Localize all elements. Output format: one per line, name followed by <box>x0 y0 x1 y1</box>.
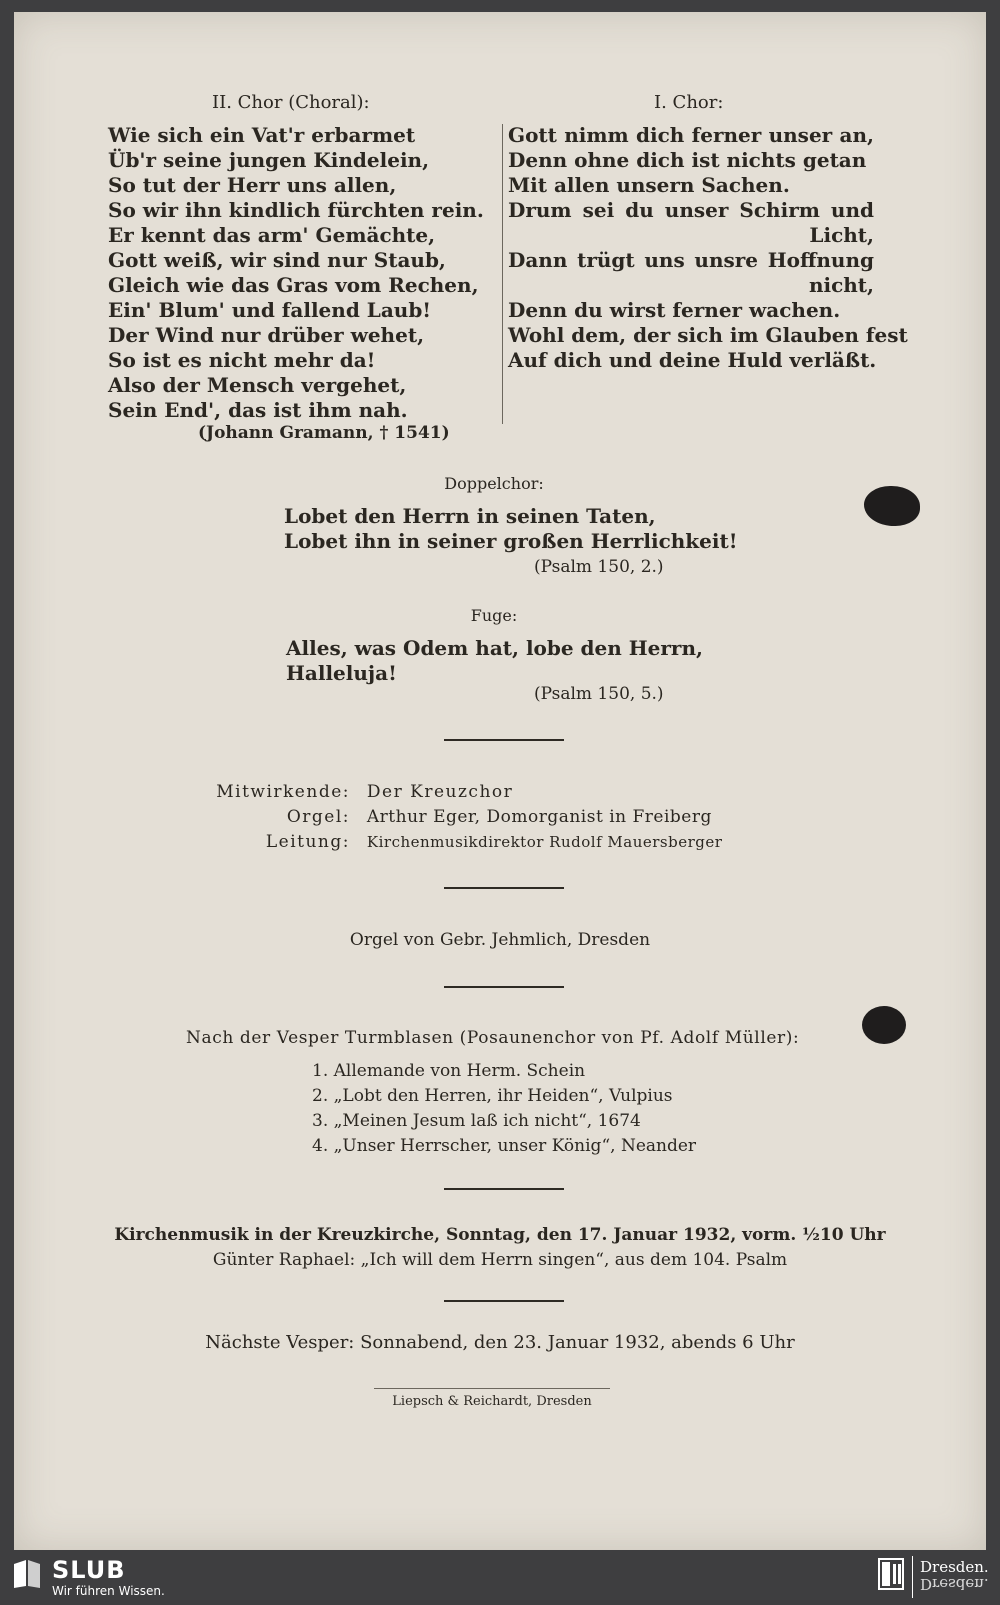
left-column-heading: II. Chor (Choral): <box>212 92 370 113</box>
divider-rule <box>444 986 564 988</box>
left-column-credit: (Johann Gramann, † 1541) <box>198 423 450 443</box>
verse-line: So wir ihn kindlich fürchten rein. <box>108 198 484 222</box>
right-column-heading: I. Chor: <box>654 92 724 113</box>
printer-rule <box>374 1388 610 1389</box>
performer-row <box>170 807 712 827</box>
verse-line: Halleluja! <box>286 661 397 685</box>
fuge-heading: Fuge: <box>470 606 518 625</box>
verse-line: Üb'r seine jungen Kindelein, <box>108 148 430 172</box>
doppelchor-verse <box>284 504 738 554</box>
divider-rule <box>444 887 564 889</box>
verse-line: Denn du wirst ferner wachen. <box>508 298 841 322</box>
performer-label: Mitwirkende: <box>216 782 350 802</box>
fuge-verse <box>286 636 726 686</box>
punch-hole <box>862 1006 906 1044</box>
verse-line: Mit allen unsern Sachen. <box>508 173 790 197</box>
verse-line: Er kennt das arm' Gemächte, <box>108 223 436 247</box>
verse-line: Lobet den Herrn in seinen Taten, <box>284 504 656 528</box>
divider-rule <box>444 1188 564 1190</box>
list-item: 1. Allemande von Herm. Schein <box>312 1061 586 1081</box>
verse-line: Gleich wie das Gras vom Rechen, <box>108 273 479 297</box>
verse-line: Licht, <box>809 223 874 247</box>
slub-logo-title: SLUB <box>52 1556 126 1584</box>
performer-value: Der Kreuzchor <box>366 782 514 802</box>
list-item: 2. „Lobt den Herren, ihr Heiden“, Vulpius <box>312 1086 673 1106</box>
dresden-crest-icon <box>878 1558 904 1590</box>
doppelchor-reference: (Psalm 150, 2.) <box>534 557 664 577</box>
verse-line: Wohl dem, der sich im Glauben fest <box>508 323 908 347</box>
verse-line: Wie sich ein Vat'r erbarmet <box>108 123 416 147</box>
left-column-verse <box>108 123 488 423</box>
dresden-logo-mirror: Dresden. <box>920 1575 989 1593</box>
announcement-line: Günter Raphael: „Ich will dem Herrn singen“, aus dem 104. Psalm <box>212 1250 788 1270</box>
verse-line: nicht, <box>808 273 874 297</box>
right-column-verse <box>508 123 908 373</box>
column-divider <box>502 124 503 424</box>
verse-line: So tut der Herr uns allen, <box>108 173 397 197</box>
book-icon <box>12 1558 42 1590</box>
verse-line: Drum sei du unser Schirm und <box>508 198 874 222</box>
divider-rule <box>444 739 564 741</box>
dresden-logo-text: Dresden. <box>920 1558 989 1576</box>
printer-credit: Liepsch & Reichardt, Dresden <box>392 1394 592 1409</box>
organ-builder: Orgel von Gebr. Jehmlich, Dresden <box>349 930 651 950</box>
fuge-reference: (Psalm 150, 5.) <box>534 684 664 704</box>
doppelchor-heading: Doppelchor: <box>444 474 544 493</box>
tower-heading: Nach der Vesper Turmblasen (Posaunenchor von Pf. Adolf Müller): <box>186 1028 800 1048</box>
performer-label: Leitung: <box>265 832 350 852</box>
list-item: 3. „Meinen Jesum laß ich nicht“, 1674 <box>312 1111 641 1131</box>
verse-line: So ist es nicht mehr da! <box>108 348 376 372</box>
footer-separator <box>912 1556 913 1598</box>
verse-line: Gott weiß, wir sind nur Staub, <box>108 248 446 272</box>
verse-line: Lobet ihn in seiner großen Herrlichkeit! <box>284 529 738 553</box>
performer-value: Kirchenmusikdirektor Rudolf Mauersberger <box>366 833 723 851</box>
verse-line: Denn ohne dich ist nichts getan <box>508 148 867 172</box>
performer-value: Arthur Eger, Domorganist in Freiberg <box>366 807 712 827</box>
verse-line: Auf dich und deine Huld verläßt. <box>508 348 877 372</box>
verse-line: Alles, was Odem hat, lobe den Herrn, <box>286 636 703 660</box>
verse-line: Gott nimm dich ferner unser an, <box>508 123 874 147</box>
performer-label: Orgel: <box>286 807 350 827</box>
announcement-line: Kirchenmusik in der Kreuzkirche, Sonntag, den 17. Januar 1932, vorm. ½10 Uhr <box>114 1225 886 1245</box>
slub-logo-subtitle: Wir führen Wissen. <box>52 1584 165 1598</box>
footer-bar <box>0 1550 1000 1605</box>
performer-row <box>170 782 513 802</box>
verse-line: Der Wind nur drüber wehet, <box>108 323 425 347</box>
document-page <box>14 12 986 1550</box>
verse-line: Also der Mensch vergehet, <box>108 373 407 397</box>
verse-line: Sein End', das ist ihm nah. <box>108 398 408 422</box>
punch-hole <box>864 486 920 526</box>
tower-list <box>312 1059 696 1159</box>
performer-row <box>170 832 722 852</box>
list-item: 4. „Unser Herrscher, unser König“, Neander <box>312 1136 697 1156</box>
verse-line: Ein' Blum' und fallend Laub! <box>108 298 432 322</box>
verse-line: Dann trügt uns unsre Hoffnung <box>508 248 874 272</box>
divider-rule <box>444 1300 564 1302</box>
next-vesper: Nächste Vesper: Sonnabend, den 23. Januar 1932, abends 6 Uhr <box>205 1332 795 1353</box>
